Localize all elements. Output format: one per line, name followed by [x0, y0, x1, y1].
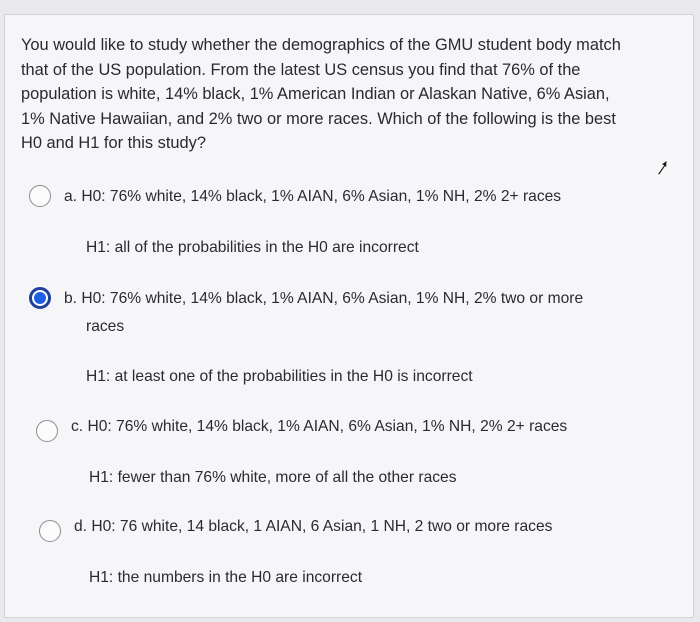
radio-option-a[interactable]: [29, 185, 51, 207]
question-line: H0 and H1 for this study?: [21, 134, 206, 153]
option-b-h0: b. H0: 76% white, 14% black, 1% AIAN, 6% Asian, 1% NH, 2% two or more: [64, 290, 584, 307]
option-c-h0: c. H0: 76% white, 14% black, 1% AIAN, 6% Asian, 1% NH, 2% 2+ races: [71, 418, 568, 435]
option-a-h0: a. H0: 76% white, 14% black, 1% AIAN, 6% Asian, 1% NH, 2% 2+ races: [64, 188, 562, 205]
question-card: [4, 14, 694, 618]
option-d-h0: d. H0: 76 white, 14 black, 1 AIAN, 6 Asian, 1 NH, 2 two or more races: [74, 518, 553, 535]
question-line: population is white, 14% black, 1% American Indian or Alaskan Native, 6% Asian,: [21, 85, 610, 104]
option-c-h1: H1: fewer than 76% white, more of all the other races: [89, 469, 457, 486]
radio-option-c[interactable]: [36, 420, 58, 442]
question-line: 1% Native Hawaiian, and 2% two or more races. Which of the following is the best: [21, 109, 616, 128]
radio-option-b[interactable]: [29, 287, 51, 309]
option-a-h1: H1: all of the probabilities in the H0 are incorrect: [86, 239, 419, 256]
question-line: You would like to study whether the demographics of the GMU student body match: [21, 36, 621, 54]
question-text: [21, 33, 671, 156]
mouse-pointer-icon: [653, 157, 675, 179]
question-line: that of the US population. From the latest US census you find that 76% of the: [21, 60, 581, 79]
radio-option-d[interactable]: [39, 520, 61, 542]
option-b-h0-continued: races: [86, 318, 125, 335]
option-b-h1: H1: at least one of the probabilities in the H0 is incorrect: [86, 368, 473, 385]
option-d-h1: H1: the numbers in the H0 are incorrect: [89, 569, 363, 586]
